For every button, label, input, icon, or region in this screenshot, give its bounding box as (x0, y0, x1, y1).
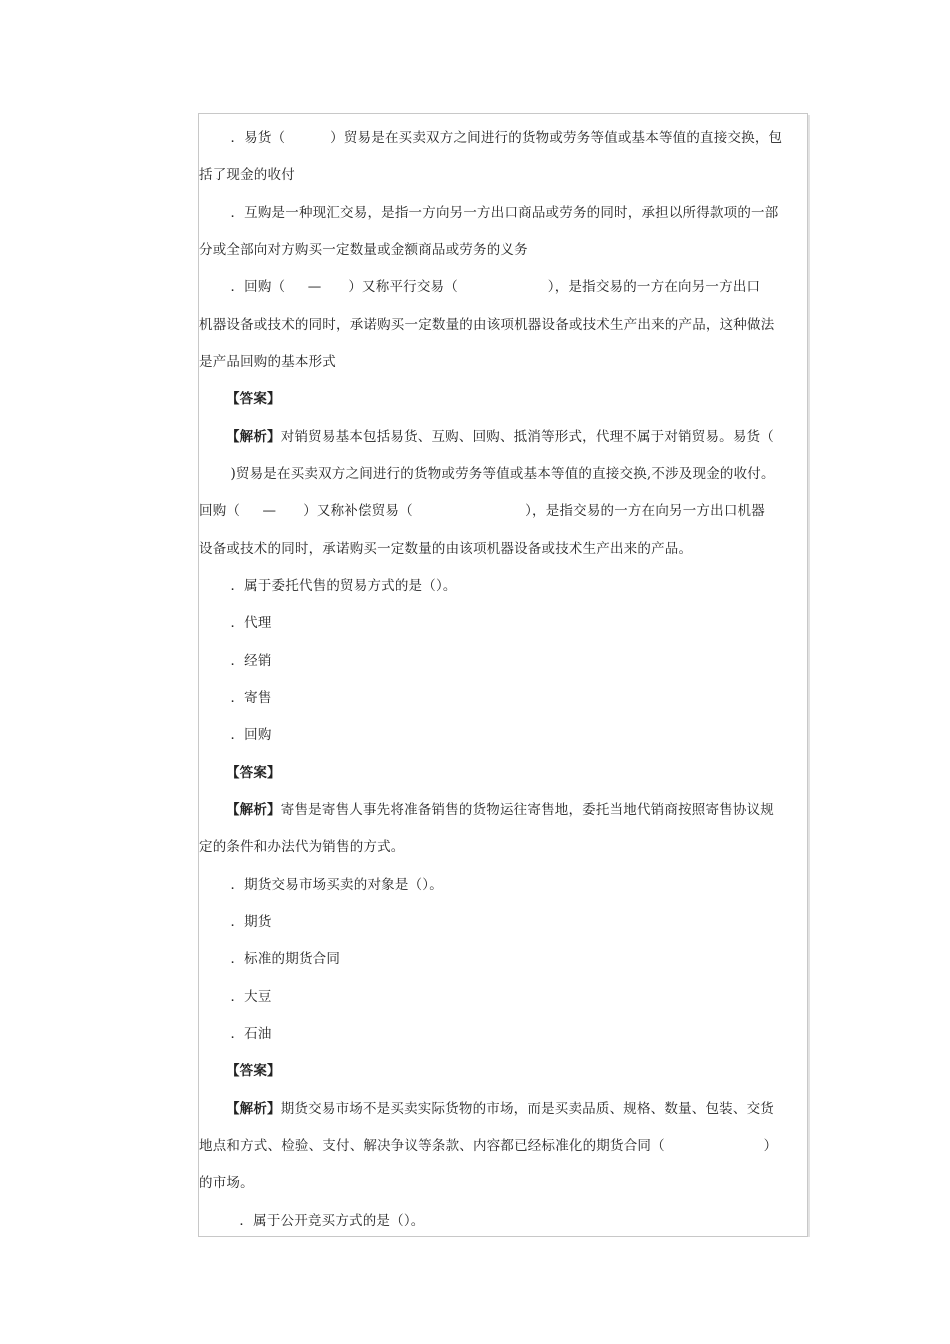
question-text: ．属于委托代售的贸易方式的是（）。 (199, 578, 457, 594)
text-line: 的市场。 (199, 1175, 254, 1191)
text-line: ．互购是一种现汇交易，是指一方向另一方出口商品或劳务的同时，承担以所得款项的一部 (199, 205, 779, 221)
text-line: ．易货（ ）贸易是在买卖双方之间进行的货物或劳务等值或基本等值的直接交换，包 (199, 130, 783, 146)
text-line: 回购（ — ）又称补偿贸易（ ），是指交易的一方在向另一方出口机器 (199, 503, 765, 519)
text-line: 括了现金的收付 (199, 167, 295, 183)
analysis-line: 【解析】对销贸易基本包括易货、互购、回购、抵消等形式，代理不属于对销贸易。易货（ (225, 429, 774, 445)
text-line: 定的条件和办法代为销售的方式。 (199, 839, 405, 855)
option-item: ．石油 (199, 1026, 272, 1042)
bracket-label: 【答案】 (225, 765, 281, 781)
bracket-label: 【解析】 (225, 429, 281, 445)
option-item: ．标准的期货合同 (199, 951, 341, 967)
bracket-label: 【解析】 (225, 1101, 281, 1117)
text-line: 设备或技术的同时，承诺购买一定数量的由该项机器设备或技术生产出来的产品。 (199, 541, 693, 557)
frame-shadow (808, 115, 810, 1237)
option-item: ．代理 (199, 615, 272, 631)
answer-label (199, 387, 808, 411)
option-item: ．回购 (199, 727, 272, 743)
answer-label (199, 1059, 808, 1083)
text-line: ．回购（ — ）又称平行交易（ ），是指交易的一方在向另一方出口 (199, 279, 761, 295)
analysis-line: 【解析】寄售是寄售人事先将准备销售的货物运往寄售地，委托当地代销商按照寄售协议规 (225, 802, 774, 818)
text-line: 是产品回购的基本形式 (199, 354, 336, 370)
option-item: ．大豆 (199, 989, 272, 1005)
question-text: ．期货交易市场买卖的对象是（）。 (199, 877, 443, 893)
option-item: ．经销 (199, 653, 272, 669)
question-text: ．属于公开竞买方式的是（）。 (199, 1213, 425, 1229)
text-line: 分或全部向对方购买一定数量或金额商品或劳务的义务 (199, 242, 528, 258)
answer-label (199, 761, 808, 785)
option-item: ．寄售 (199, 690, 272, 706)
bracket-label: 【答案】 (225, 391, 281, 407)
bracket-label: 【答案】 (225, 1063, 281, 1079)
analysis-line: 【解析】期货交易市场不是买卖实际货物的市场，而是买卖品质、规格、数量、包装、交货 (225, 1101, 774, 1117)
text-line: 机器设备或技术的同时，承诺购买一定数量的由该项机器设备或技术生产出来的产品，这种做法 (199, 317, 775, 333)
option-item: ．期货 (199, 914, 272, 930)
bracket-label: 【解析】 (225, 802, 281, 818)
text-line: 地点和方式、检验、支付、解决争议等条款、内容都已经标准化的期货合同（ ） (199, 1138, 778, 1154)
document-frame (198, 113, 808, 1237)
text-line: )贸易是在买卖双方之间进行的货物或劳务等值或基本等值的直接交换,不涉及现金的收付。 (199, 466, 775, 482)
